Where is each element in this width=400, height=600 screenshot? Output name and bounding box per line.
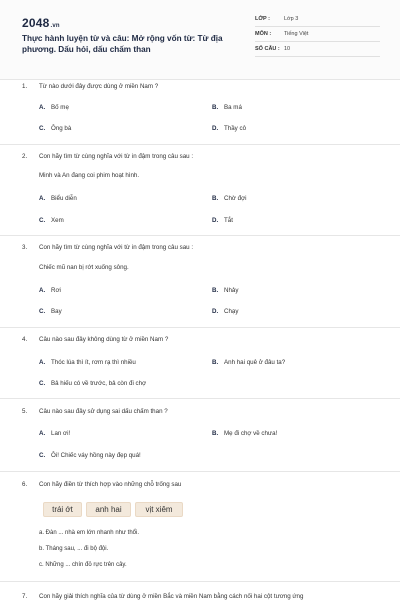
option-text: Chạy — [224, 308, 239, 315]
divider — [0, 144, 400, 145]
option-text: Bố mẹ — [51, 104, 69, 111]
divider — [0, 581, 400, 582]
fill-blank-line: c. Những ... chín đỏ rực trên cây. — [39, 562, 127, 568]
meta-key: SỐ CÂU : — [255, 46, 280, 52]
fill-blank-line: b. Tháng sau, ... đi bộ đội. — [39, 546, 109, 552]
option-letter: D. — [212, 217, 219, 224]
option-text: Lan ơi! — [51, 430, 71, 437]
option-letter: C. — [39, 125, 46, 132]
option-c[interactable] — [39, 452, 141, 459]
option-letter: B. — [212, 287, 219, 294]
option-letter: A. — [39, 195, 46, 202]
option-text: Rơi — [51, 287, 61, 294]
option-letter: A. — [39, 287, 46, 294]
option-text: Bay — [51, 308, 62, 315]
option-text: Bả hiếu có về trước, bả còn đi chợ — [51, 380, 147, 387]
divider — [0, 235, 400, 236]
option-text: Ông bà — [51, 125, 72, 132]
option-b[interactable] — [212, 287, 238, 294]
option-text: Nhảy — [224, 287, 239, 294]
option-b[interactable] — [212, 104, 242, 111]
option-a[interactable] — [39, 195, 77, 202]
option-d[interactable] — [212, 125, 246, 132]
option-letter: A. — [39, 104, 46, 111]
meta-value: 10 — [284, 46, 291, 52]
option-text: Biểu diễn — [51, 195, 77, 202]
option-b[interactable] — [212, 195, 247, 202]
question-text: Con hãy giải thích nghĩa của từ dùng ở miền Bắc và miền Nam bằng cách nối hai cột tương ứng — [39, 593, 304, 600]
question-number: 6. — [22, 481, 28, 488]
meta-value: Tiếng Việt — [284, 31, 309, 37]
option-letter: B. — [212, 430, 219, 437]
divider — [0, 471, 400, 472]
logo-text: 2048 — [22, 16, 50, 30]
option-a[interactable] — [39, 287, 61, 294]
option-letter: A. — [39, 359, 46, 366]
option-text: Ba má — [224, 104, 242, 111]
option-letter: D. — [212, 125, 219, 132]
option-letter: B. — [212, 104, 219, 111]
option-b[interactable] — [212, 430, 277, 437]
option-letter: A. — [39, 430, 46, 437]
option-text: Thóc lúa thì ít, rơm rạ thì nhiều — [51, 359, 136, 366]
option-d[interactable] — [212, 217, 233, 224]
option-text: Ôi! Chiếc váy hồng này đẹp quá! — [51, 452, 141, 459]
question-text: Con hãy tìm từ cùng nghĩa với từ in đậm trong câu sau : — [39, 153, 194, 160]
option-d[interactable] — [212, 308, 238, 315]
option-letter: B. — [212, 195, 219, 202]
divider — [0, 327, 400, 328]
question-number: 4. — [22, 336, 28, 343]
divider — [0, 398, 400, 399]
option-text: Tắt — [224, 217, 233, 224]
question-text: Câu nào sau đây không dùng từ ở miền Nam ? — [39, 336, 169, 343]
site-logo[interactable] — [22, 16, 60, 30]
worksheet-header — [0, 0, 400, 80]
question-number: 7. — [22, 593, 28, 600]
word-chip[interactable]: trái ớt — [43, 502, 82, 517]
option-letter: C. — [39, 217, 46, 224]
question-passage: Chiếc mũ nan bị rớt xuống sông. — [39, 264, 129, 271]
option-text: Xem — [51, 217, 64, 224]
option-text: Chờ đợi — [224, 195, 247, 202]
option-text: Anh hai quê ở đâu ta? — [224, 359, 286, 366]
logo-suffix: .vn — [50, 23, 60, 29]
question-passage: Minh và An đang coi phim hoạt hình. — [39, 172, 140, 179]
meta-subject — [255, 29, 380, 42]
option-letter: C. — [39, 452, 46, 459]
option-a[interactable] — [39, 104, 69, 111]
question-text: Con hãy điền từ thích hợp vào những chỗ trống sau — [39, 481, 182, 488]
option-c[interactable] — [39, 380, 146, 387]
option-text: Thầy cô — [224, 125, 247, 132]
word-chip[interactable]: anh hai — [86, 502, 131, 517]
word-chip[interactable]: vịt xiêm — [135, 502, 183, 517]
fill-blank-line: a. Đàn ... nhà em lớn nhanh như thổi. — [39, 530, 140, 536]
question-number: 1. — [22, 83, 28, 90]
question-number: 3. — [22, 244, 28, 251]
option-letter: C. — [39, 308, 46, 315]
option-c[interactable] — [39, 217, 64, 224]
meta-grade — [255, 14, 380, 27]
worksheet-title: Thực hành luyện từ và câu: Mở rộng vốn từ: Từ địa phương. Dấu hỏi, dấu chấm than — [22, 34, 223, 54]
option-a[interactable] — [39, 359, 136, 366]
option-c[interactable] — [39, 125, 71, 132]
question-number: 5. — [22, 408, 28, 415]
meta-key: LỚP : — [255, 16, 270, 22]
option-a[interactable] — [39, 430, 70, 437]
question-text: Từ nào dưới đây được dùng ở miền Nam ? — [39, 83, 159, 90]
option-letter: D. — [212, 308, 219, 315]
meta-question-count — [255, 44, 380, 57]
option-letter: B. — [212, 359, 219, 366]
option-letter: C. — [39, 380, 46, 387]
meta-value: Lớp 3 — [284, 16, 299, 22]
question-text: Con hãy tìm từ cùng nghĩa với từ in đậm trong câu sau : — [39, 244, 194, 251]
question-number: 2. — [22, 153, 28, 160]
option-text: Mẹ đi chợ về chưa! — [224, 430, 278, 437]
option-b[interactable] — [212, 359, 285, 366]
meta-key: MÔN : — [255, 31, 272, 37]
question-text: Câu nào sau đây sử dụng sai dấu chấm than ? — [39, 408, 168, 415]
option-c[interactable] — [39, 308, 62, 315]
